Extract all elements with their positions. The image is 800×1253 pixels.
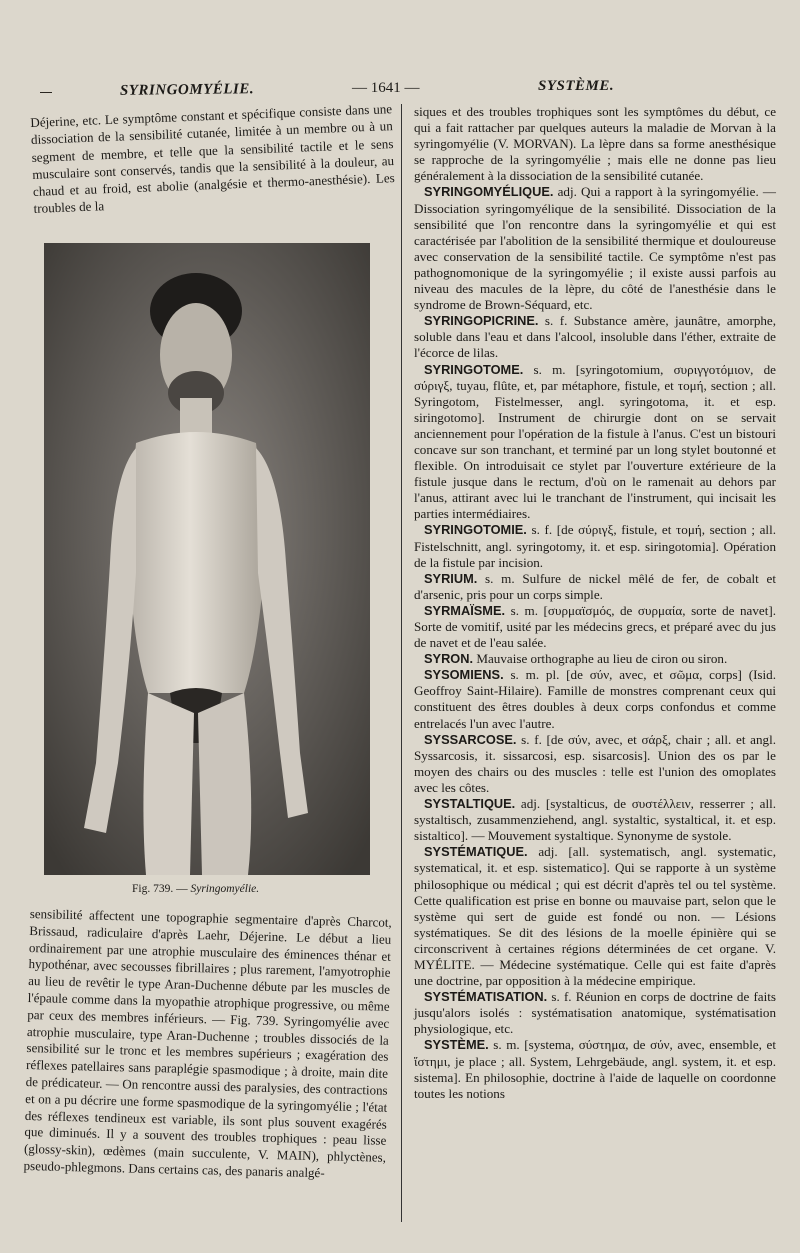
entry-term: SYRON. xyxy=(424,651,474,667)
entry-text: adj. Qui a rapport à la syringomyélie. — Dissociation syringomyélique de la sensibilité. Dissociation de la sensibilité que l'on rencontre dans la syringomyélie et qui est caractérisée par l'abolition de la sensibilité thermique et douloureuse avec conservation de la sensibilité tactile. Ce symptôme n'est pas pathognomonique de la syringomyélie ; il existe aussi parfois au niveau des macules de la lèpre, du côté de l'anesthésie dans le syndrome de Brown-Séquard, etc. xyxy=(414,184,776,313)
page-number: — 1641 — xyxy=(352,80,420,96)
entry-term: SYRINGOMYÉLIQUE. xyxy=(424,184,554,200)
entry-term: SYSSARCOSE. xyxy=(424,731,517,747)
header-dash xyxy=(40,92,52,93)
entry-text: adj. [all. systematisch, angl. systematic, systematical, it. et esp. sistematico]. Qui se rapporte à un système philosophique ou médical ; qui est décrit d'après tel ou tel système. Cette qualification est prise en bonne ou mauvaise part, selon que le système qui sert de guide est fondé ou non. — Lésions systématiques. Se dit des lésions de la moelle épinière qui se circonscrivent à certaines régions déterminées de cet organe. V. MYÉLITE. — Médecine systématique. Celle qui est faite d'après une doctrine, par opposition à la médecine empirique. xyxy=(414,844,776,989)
entry-term: SYRINGOTOMIE. xyxy=(424,522,527,538)
dictionary-entry xyxy=(414,603,776,651)
figure-title: Syringomyélie. xyxy=(190,883,260,895)
entry-text: s. m. pl. [de σύν, avec, et σῶμα, corps] (Isid. Geoffroy Saint-Hilaire). Famille de monstres comprenant ceux qui constituent des êtres doubles à deux corps confondus et comme entrelacés l'un avec l'autre. xyxy=(414,667,776,731)
entry-text: s. m. [systema, σύστημα, de σύν, avec, ensemble, et ἵστημι, je place ; all. System, Lehrgebäude, angl. system, it. et esp. sistema]. En philosophie, doctrine à l'aide de laquelle on coordonne toutes les notions xyxy=(414,1037,776,1101)
figure-caption xyxy=(132,883,259,895)
column-divider xyxy=(401,104,402,1222)
entry-text: adj. [systalticus, de συστέλλειν, resserrer ; all. systaltisch, zusammenziehend, angl. systaltic, systaltical, it. et esp. sistaltico]. — Mouvement systaltique. Synonyme de systole. xyxy=(414,796,776,844)
entry-text: s. m. [syringotomium, συριγγοτόμιον, de σύριγξ, tuyau, flûte, et, par métaphore, fistule, et τομή, section ; all. Syringotom, Fistelmesser, angl. syringotoma, it. et esp. siringotomo]. Instrument de chirurgie dont on se servait anciennement pour l'opération de la fistule à l'anus. C'est un bistouri concave sur son tranchant, et terminé par un long stylet boutonné et flexible. On introduisait ce stylet par l'ouverture extérieure de la fistule jusque dans le rectum, d'où on le ramenait au dehors par l'anus, attirant avec lui le tranchant de l'instrument, qui incisait les parties intermédiaires. xyxy=(414,361,776,522)
entry-term: SYSTÉMATIQUE. xyxy=(424,844,528,860)
dictionary-entry xyxy=(414,1037,776,1101)
dictionary-entry xyxy=(414,651,776,667)
dictionary-entry xyxy=(414,522,776,570)
syringomyelia-patient-photo xyxy=(44,243,370,875)
entry-text: s. f. Substance amère, jaunâtre, amorphe, soluble dans l'eau et dans l'alcool, insoluble dans l'éther, extraite de l'écorce de lilas. xyxy=(414,313,776,361)
figure-number: Fig. 739. — xyxy=(132,883,188,895)
right-intro-paragraph: siques et des troubles trophiques sont les symptômes du début, ce qui a fait rattacher par quelques auteurs la maladie de Morvan à la syringomyélie (V. MORVAN). La lèpre dans sa forme anesthésique se rapproche de la syringomyélie ; mais elle ne donne pas lieu généralement à la dissociation de la sensibilité cutanée. xyxy=(414,104,776,184)
entry-text: s. m. Sulfure de nickel mêlé de fer, de cobalt et d'arsenic, pris pour un corps simple. xyxy=(414,570,776,602)
dictionary-entry xyxy=(414,184,776,313)
header-left-term: SYRINGOMYÉLIE. xyxy=(119,81,255,99)
entry-text: s. f. [de σύριγξ, fistule, et τομή, section ; all. Fistelschnitt, angl. syringotomy, it. et esp. siringotomia]. Opération de la fistule par incision. xyxy=(414,522,776,570)
entry-text: s. f. [de σύν, avec, et σάρξ, chair ; all. et angl. Syssarcosis, it. sissarcosi, esp. sisarcosis]. Union des os par le moyen des chairs ou des muscles : telle est l'union des omoplates avec les côtes. xyxy=(414,731,776,795)
entry-term: SYSTALTIQUE. xyxy=(424,796,516,812)
right-column xyxy=(414,104,776,1102)
dictionary-entry xyxy=(414,667,776,731)
dictionary-entry xyxy=(414,313,776,361)
dictionary-entry xyxy=(414,844,776,989)
left-bottom-paragraph: sensibilité affectent une topographie segmentaire d'après Charcot, Brissaud, radiculaire d'après Laehr, Déjerine. Le début a lieu ordinairement par une atrophie musculaire des éminences thénar et hypothénar, avec secousses fibrillaires ; plus rarement, l'amyotrophie au lieu de revêtir le type Aran-Duchenne débute par les muscles de l'épaule comme dans la myopathie atrophique progressive, ou même par ceux des membres inférieurs. — Fig. 739. Syringomyélie avec atrophie musculaire, type Aran-Duchenne ; troubles dissociés de la sensibilité sur le tronc et les membres supérieurs ; exagération des réflexes patellaires sans paraplégie spasmodique ; à droite, main dite de prédicateur. — On rencontre aussi des paralysies, des contractions et on a pu décrire une forme spasmodique de la syringomyélie ; l'état des réflexes tendineux est variable, ils sont plus souvent exagérés que diminués. Il y a souvent des troubles trophiques : peau lisse (glossy-skin), œdèmes (main succulente, V. MAIN), phlyctènes, pseudo-phlegmons. Dans certains cas, des panaris analgé- xyxy=(23,906,392,1181)
dictionary-entry xyxy=(414,732,776,796)
entry-term: SYRIUM. xyxy=(424,570,478,586)
entry-term: SYSOMIENS. xyxy=(424,667,504,683)
dictionary-entry xyxy=(414,796,776,844)
dictionary-entry xyxy=(414,571,776,603)
dictionary-entry xyxy=(414,362,776,523)
entry-term: SYSTÉMATISATION. xyxy=(424,989,548,1005)
dictionary-entry xyxy=(414,989,776,1037)
left-top-paragraph: Déjerine, etc. Le symptôme constant et spécifique consiste dans une dissociation de la sensibilité cutanée, limitée à un membre ou à un segment de membre, et telle que la sensibilité tactile et le sens musculaire sont conservés, tandis que la sensibilité à la douleur, au chaud et au froid, est abolie (analgésie et thermo-anesthésie). Les troubles de la xyxy=(30,101,396,217)
left-column-bottom xyxy=(23,906,391,1184)
left-column-top xyxy=(30,100,396,218)
header-right-term: SYSTÈME. xyxy=(538,78,615,94)
figure-photo xyxy=(44,243,370,875)
entry-term: SYRMAÏSME. xyxy=(424,602,506,618)
entry-text: s. m. [συρμαϊσμός, de συρμαία, sorte de navet]. Sorte de vomitif, usité par les médecins grecs, et préparé avec du jus de navet et de l'eau salée. xyxy=(414,602,776,651)
entry-term: SYRINGOTOME. xyxy=(424,361,524,377)
entry-term: SYRINGOPICRINE. xyxy=(424,313,539,329)
entry-term: SYSTÈME. xyxy=(424,1037,489,1053)
entry-text: Mauvaise orthographe au lieu de ciron ou siron. xyxy=(473,651,728,667)
running-header xyxy=(0,78,800,102)
entry-text: s. f. Réunion en corps de doctrine de faits jusqu'alors isolés : systématisation anatomique, systématisation physiologique, etc. xyxy=(414,989,776,1037)
